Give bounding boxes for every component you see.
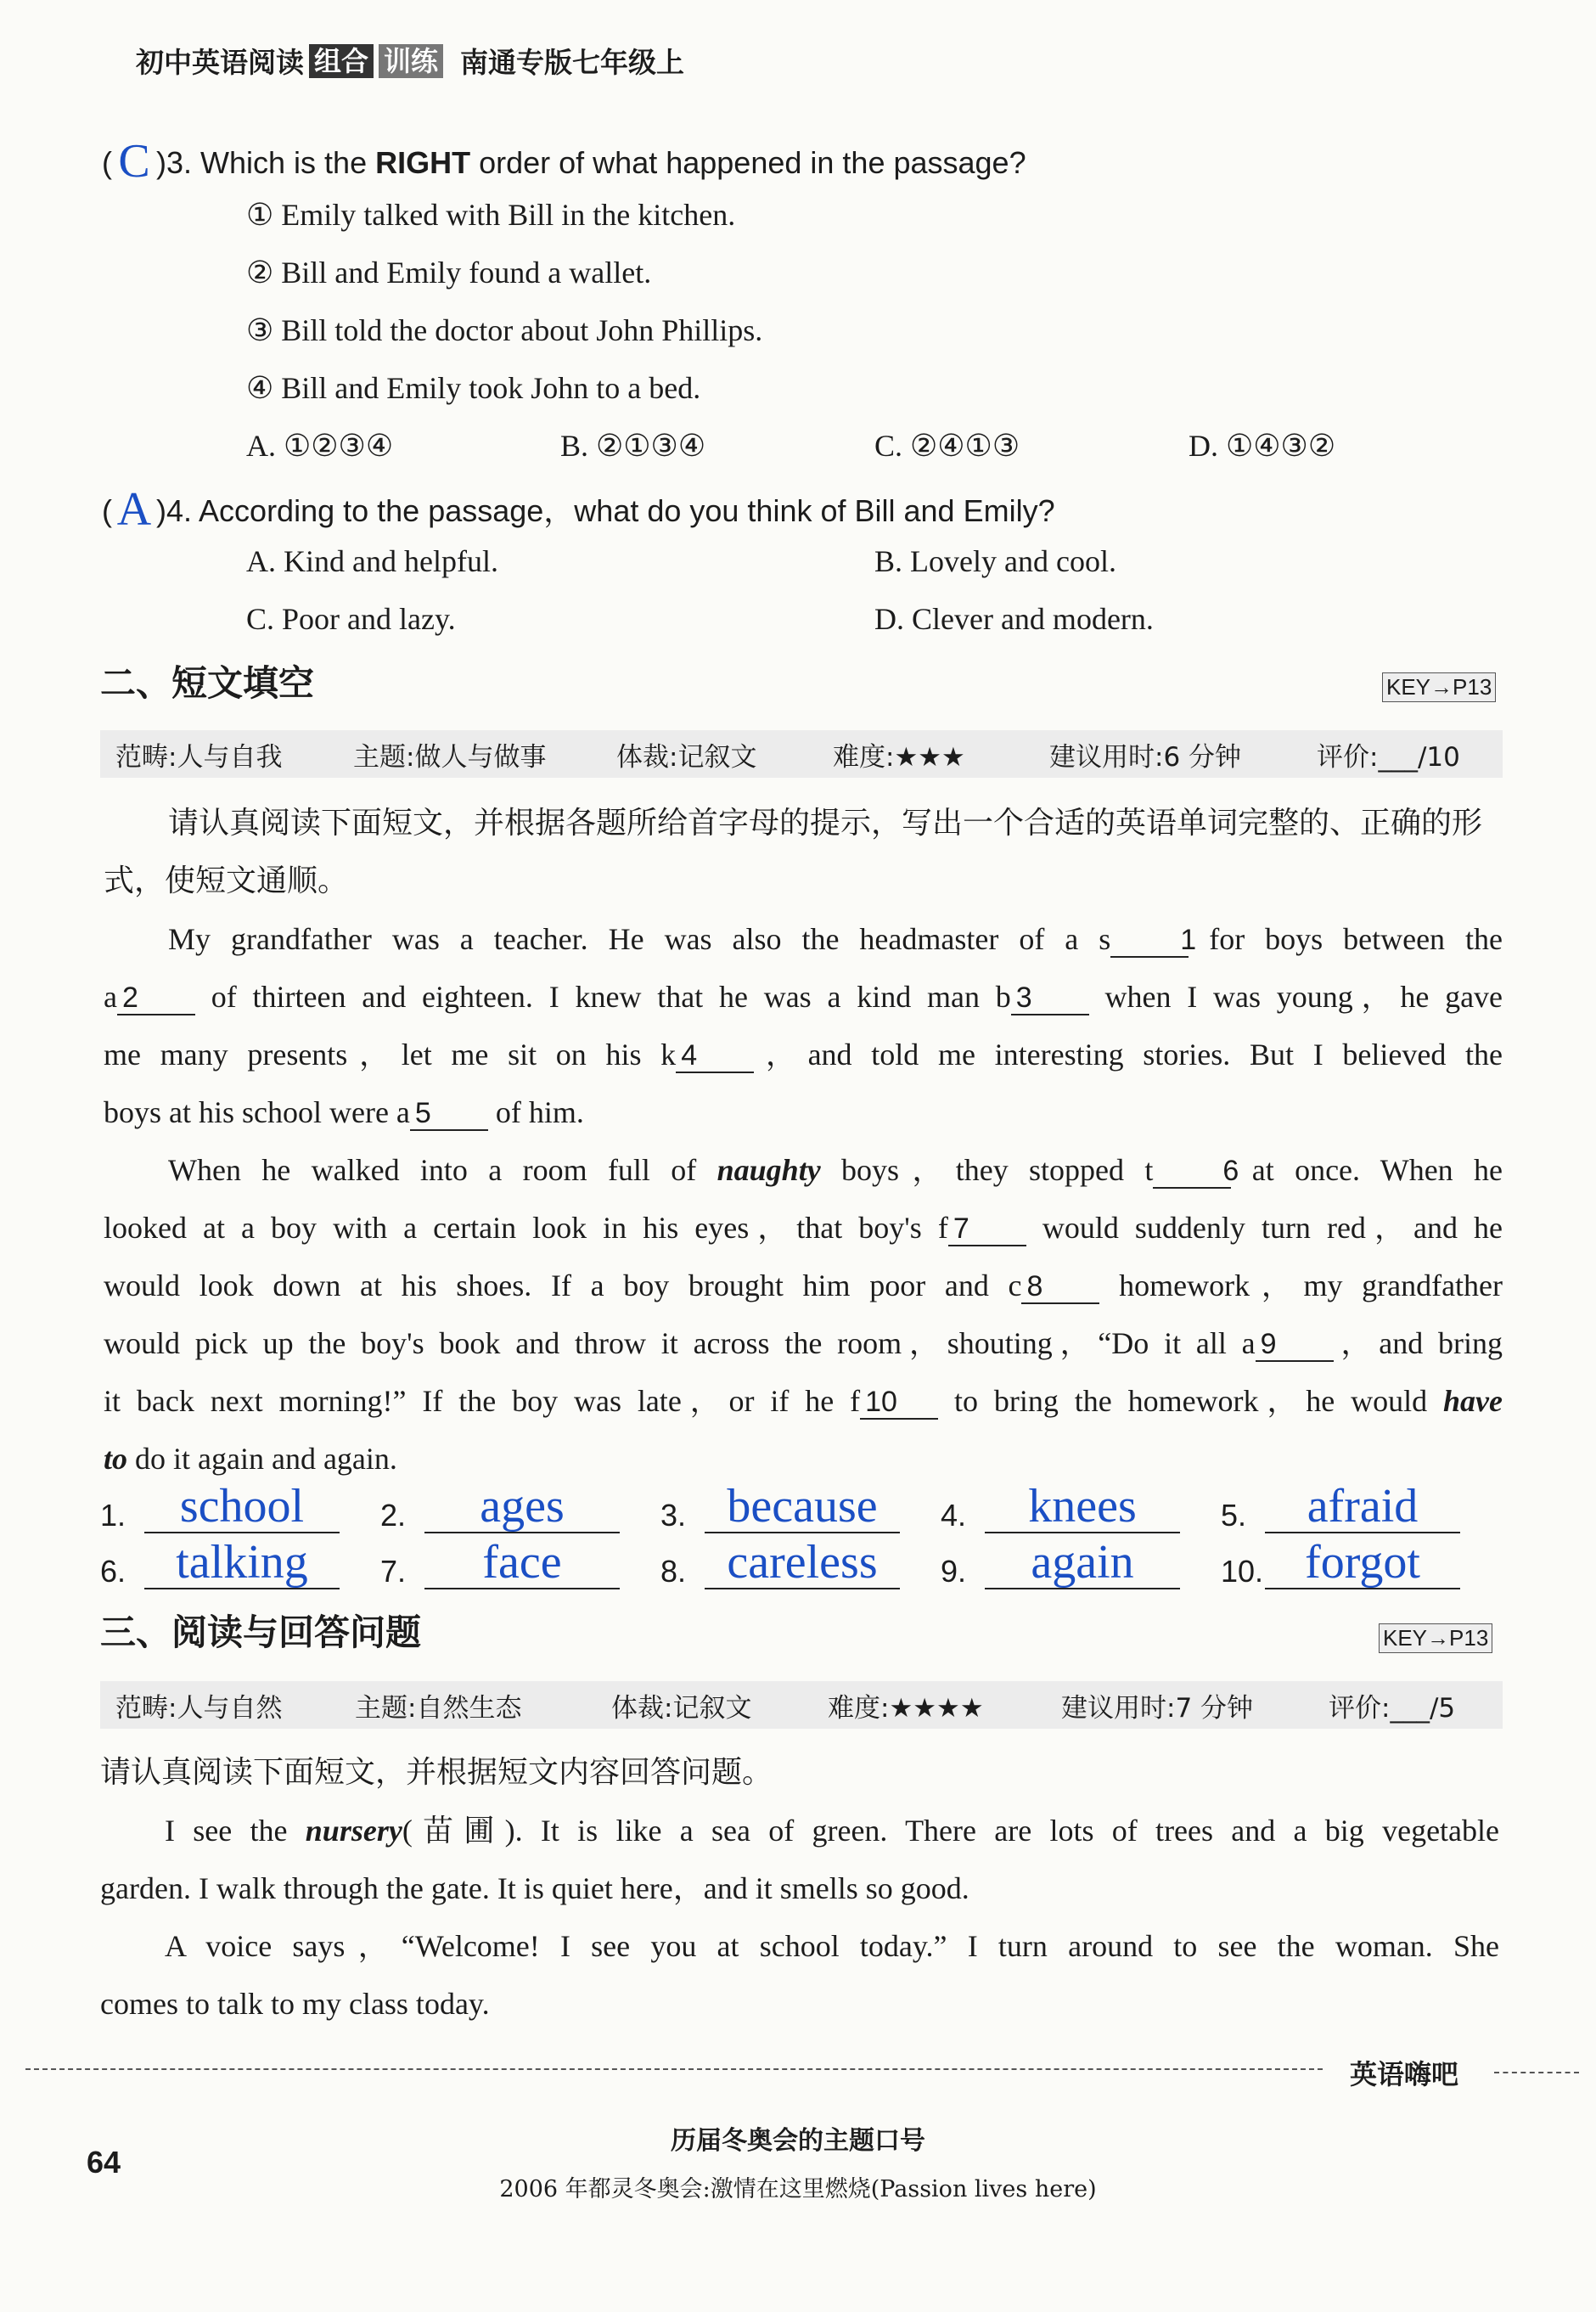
event-2: ② Bill and Emily found a wallet. <box>246 256 652 290</box>
answer-mark: A <box>116 483 152 536</box>
difficulty-stars: 难度:★★★ <box>833 741 965 773</box>
answer-cell: 2. ages <box>380 1477 660 1533</box>
option-c: C. Poor and lazy. <box>246 602 456 636</box>
section-2-title: 二、短文填空 <box>100 662 315 704</box>
blank: 2 <box>117 982 195 1015</box>
blank: 5 <box>410 1097 488 1131</box>
difficulty-stars: 难度:★★★★ <box>828 1692 984 1724</box>
key-reference: KEY→P13 <box>1382 672 1496 702</box>
handwritten-answer: face <box>482 1536 562 1589</box>
blank: 6 <box>1153 1155 1231 1189</box>
section-3-instruction: 请认真阅读下面短文，并根据短文内容回答问题。 <box>100 1755 773 1790</box>
footer-title: 历届冬奥会的主题口号 <box>671 2126 925 2156</box>
question-3: ( C )3. Which is the RIGHT order of what happened in the passage? <box>102 135 1026 188</box>
blank: 4 <box>676 1039 754 1073</box>
blank: 3 <box>1011 982 1089 1015</box>
footer-slogan: 2006 年都灵冬奥会:激情在这里燃烧(Passion lives here) <box>499 2176 1097 2202</box>
handwritten-answer: ages <box>480 1480 565 1533</box>
handwritten-answer: afraid <box>1307 1480 1419 1533</box>
handwritten-answer: because <box>727 1480 878 1533</box>
header-box-2: 训练 <box>379 44 443 78</box>
answer-cell: 7. face <box>380 1533 660 1589</box>
handwritten-answer: knees <box>1028 1480 1137 1533</box>
handwritten-answer: school <box>179 1480 305 1533</box>
section-2-instruction: 请认真阅读下面短文，并根据各题所给首字母的提示，写出一个合适的英语单词完整的、正确的形式，使短文通顺。 <box>104 806 1483 898</box>
section-3-title: 三、阅读与回答问题 <box>100 1612 422 1653</box>
section-3-meta: 范畴:人与自然 主题:自然生态 体裁:记叙文 难度:★★★★ 建议用时:7 分钟 评价:___/5 <box>100 1681 1503 1729</box>
answer-cell: 1. school <box>100 1477 380 1533</box>
answer-cell: 5. afraid <box>1221 1477 1501 1533</box>
section-2-meta: 范畴:人与自我 主题:做人与做事 体裁:记叙文 难度:★★★ 建议用时:6 分钟 评价:___/10 <box>100 730 1503 778</box>
page-header <box>136 41 684 81</box>
section-3-passage: I see the nursery(苗圃). It is like a sea of green. There are lots of trees and a big vegetable garden. I walk through the gate. It is quiet here，and it smells so good. A voice says，“Welcome! I see you at school today.” I turn around to see the woman. She comes to talk to my class today. <box>100 1814 1500 2021</box>
answer-mark: C <box>118 135 150 188</box>
key-reference: KEY→P13 <box>1379 1623 1492 1653</box>
event-3: ③ Bill told the doctor about John Phillips. <box>246 313 763 347</box>
divider <box>1494 2072 1579 2073</box>
blank: 1 <box>1110 924 1189 958</box>
option-a: A. ①②③④ <box>246 429 394 463</box>
handwritten-answer: again <box>1031 1536 1134 1589</box>
page-number: 64 <box>87 2145 121 2180</box>
handwritten-answer: careless <box>727 1536 878 1589</box>
event-4: ④ Bill and Emily took John to a bed. <box>246 371 701 405</box>
blank: 10 <box>860 1386 938 1420</box>
book-title: 初中英语阅读 <box>136 47 304 78</box>
answer-cell: 10. forgot <box>1221 1533 1501 1589</box>
brand-label: 英语嗨吧 <box>1350 2058 1459 2090</box>
event-1: ① Emily talked with Bill in the kitchen. <box>246 198 736 232</box>
option-a: A. Kind and helpful. <box>246 544 498 578</box>
answer-grid <box>100 1477 1501 1589</box>
option-b: B. ②①③④ <box>560 429 706 463</box>
blank: 8 <box>1021 1270 1099 1304</box>
header-box-1: 组合 <box>309 44 374 78</box>
handwritten-answer: talking <box>176 1536 308 1589</box>
answer-cell: 3. because <box>660 1477 941 1533</box>
answer-cell: 8. careless <box>660 1533 941 1589</box>
answer-cell: 6. talking <box>100 1533 380 1589</box>
handwritten-answer: forgot <box>1305 1536 1420 1589</box>
divider <box>25 2068 1323 2070</box>
option-c: C. ②④①③ <box>874 429 1020 463</box>
blank: 9 <box>1256 1328 1334 1362</box>
option-d: D. ①④③② <box>1189 429 1336 463</box>
answer-cell: 4. knees <box>941 1477 1221 1533</box>
question-4: ( A )4. According to the passage，what do you think of Bill and Emily? <box>102 483 1055 536</box>
option-b: B. Lovely and cool. <box>874 544 1116 578</box>
option-d: D. Clever and modern. <box>874 602 1154 636</box>
blank: 7 <box>948 1212 1026 1246</box>
edition-label: 南通专版七年级上 <box>460 47 685 78</box>
answer-cell: 9. again <box>941 1533 1221 1589</box>
section-2-passage: My grandfather was a teacher. He was also the headmaster of a s 1 for boys between the a 2 of thirteen and eighteen. I knew that he was a kind man b 3 when I was young，he gave me many presents，let me sit on his k 4 ，and told me interesting stories. But I believed the boys at his school were a 5 of him. When he walked into a room full of naughty boys，they stopped t 6 at once. When he looked at a boy with a certain look in his eyes，that boy's f 7 would suddenly turn red，and he would look down at his shoes. If a boy brought him poor and c 8 homework，my grandfather would pick up the boy's book and throw it across the room，shouting，“Do it all a 9 ，and bring it back next morning!” If the boy was late，or if he f 10 to bring the homework，he would have to do it again and again. <box>104 922 1503 1476</box>
